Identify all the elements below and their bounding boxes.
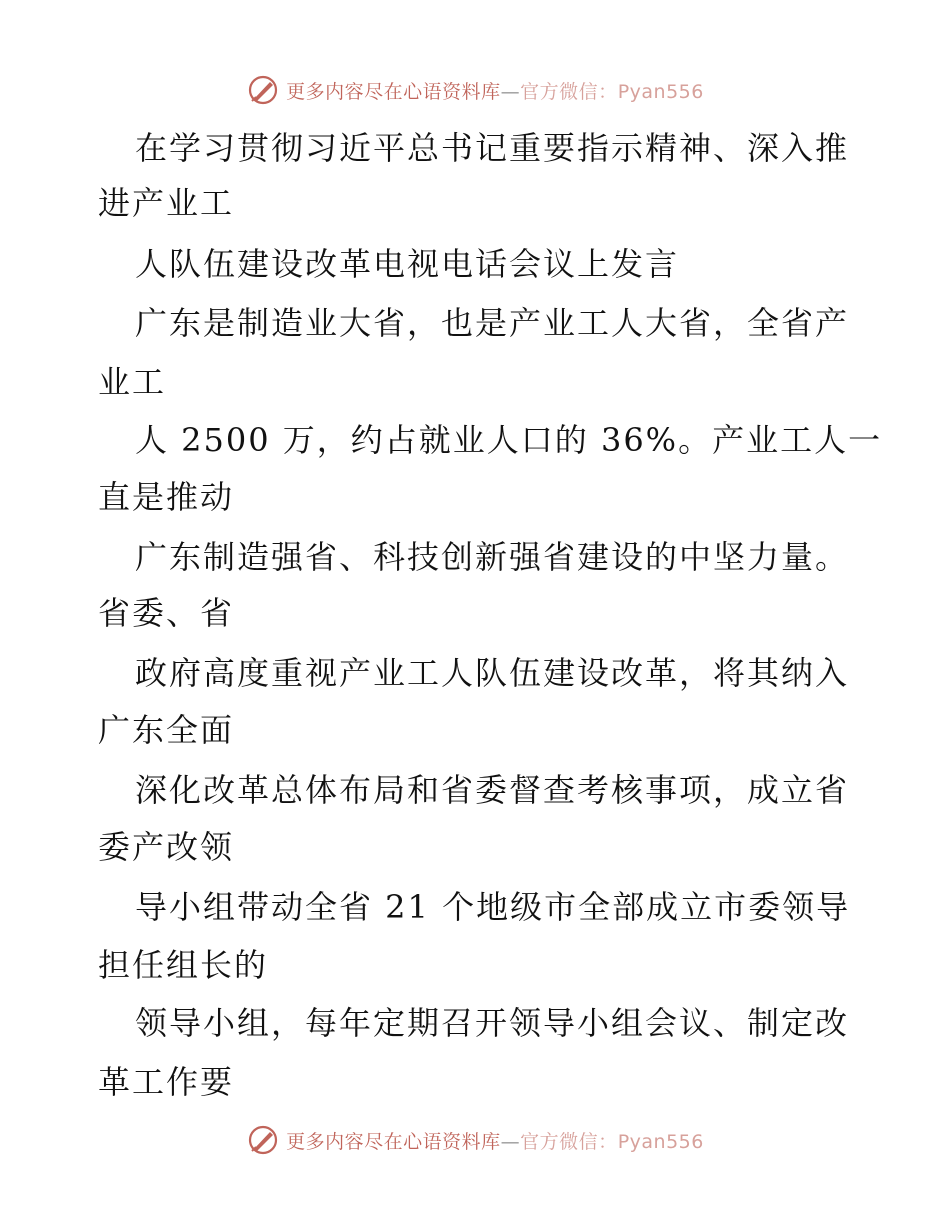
text-line: 领导小组，每年定期召开领导小组会议、制定改 (135, 1004, 850, 1042)
text-line: 深化改革总体布局和省委督查考核事项，成立省 (135, 771, 850, 809)
text-line: 人 2500 万，约占就业人口的 36%。产业工人一 (135, 421, 883, 459)
watermark-dash: — (500, 80, 521, 103)
text-line: 在学习贯彻习近平总书记重要指示精神、深入推 (135, 129, 850, 167)
footer-watermark (0, 1120, 950, 1160)
text-line: 进产业工 (98, 184, 235, 222)
text-line: 革工作要 (98, 1063, 235, 1101)
feather-pen-logo-icon (246, 1123, 280, 1157)
text-line: 广东是制造业大省，也是产业工人大省，全省产 (135, 304, 850, 342)
watermark-main-text: 更多内容尽在心语资料库 (286, 1130, 501, 1153)
text-line: 担任组长的 (98, 946, 269, 984)
text-line: 直是推动 (98, 478, 235, 516)
watermark-text (286, 1127, 704, 1154)
text-line: 人队伍建设改革电视电话会议上发言 (135, 245, 680, 283)
watermark-secondary-text: 官方微信： (520, 1130, 618, 1153)
text-line: 省委、省 (98, 594, 235, 632)
text-line: 广东制造强省、科技创新强省建设的中坚力量。 (135, 538, 850, 576)
watermark-main-text: 更多内容尽在心语资料库 (286, 80, 501, 103)
watermark-secondary-text: 官方微信： (520, 80, 618, 103)
text-line: 导小组带动全省 21 个地级市全部成立市委领导 (135, 888, 851, 926)
text-line: 委产改领 (98, 828, 235, 866)
feather-pen-logo-icon (246, 73, 280, 107)
header-watermark (0, 70, 950, 110)
watermark-dash: — (500, 1130, 521, 1153)
text-line: 业工 (98, 363, 167, 401)
text-line: 政府高度重视产业工人队伍建设改革，将其纳入 (135, 654, 850, 692)
watermark-wechat-id: Pyan556 (617, 1130, 704, 1153)
watermark-wechat-id: Pyan556 (617, 80, 704, 103)
text-line: 广东全面 (98, 711, 235, 749)
watermark-text (286, 77, 704, 104)
